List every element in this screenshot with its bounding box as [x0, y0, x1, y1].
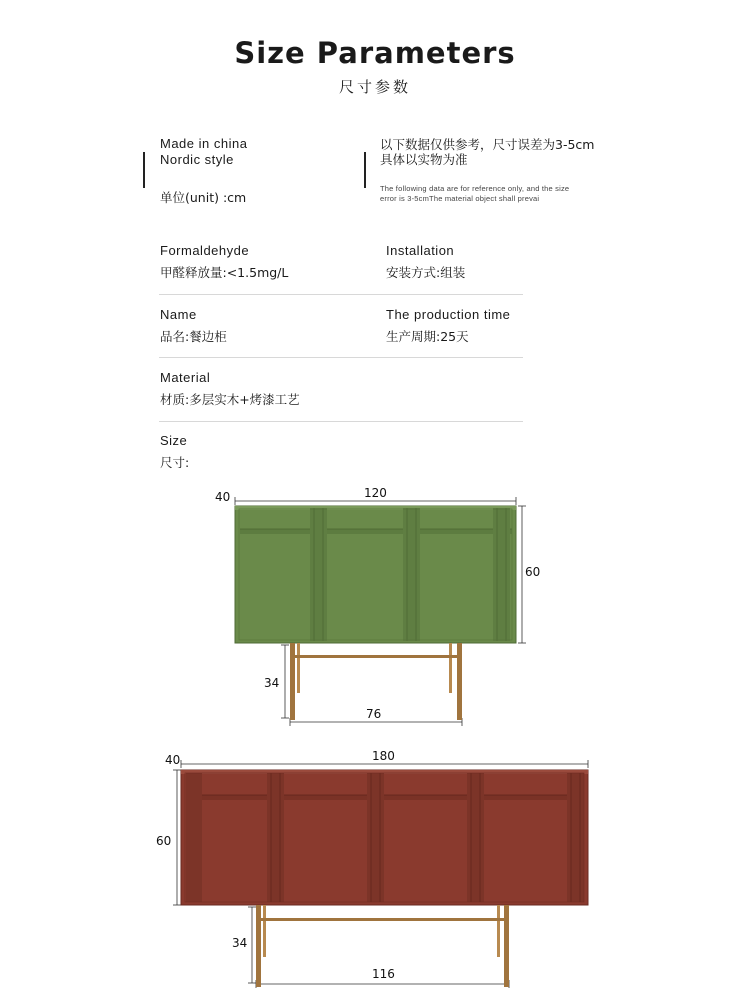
formaldehyde-label: Formaldehyde	[160, 243, 250, 258]
red-cabinet-leg	[504, 905, 509, 987]
green-cabinet-leg-rail	[290, 655, 462, 658]
size-label: Size	[160, 433, 188, 448]
green-leg-height-label: 34	[264, 676, 280, 690]
production-label: The production time	[386, 307, 511, 322]
green-depth-label: 40	[215, 490, 231, 504]
material-value: 材质:多层实木+烤漆工艺	[160, 392, 300, 407]
green-width-label: 120	[364, 486, 387, 500]
red-cabinet-leg-rail	[256, 918, 509, 921]
green-leg-span-label: 76	[366, 707, 382, 721]
page-title: Size Parameters	[234, 36, 516, 70]
actual-object-note-cn: 具体以实物为准	[380, 152, 468, 167]
reference-note-en-2: error is 3-5cmThe material object shall prevai	[380, 194, 540, 203]
red-width-label: 180	[372, 749, 395, 763]
material-label: Material	[160, 370, 211, 385]
name-value: 品名:餐边柜	[160, 329, 227, 344]
red-leg-height-label: 34	[232, 936, 248, 950]
green-cabinet-leg	[290, 643, 295, 720]
red-depth-label: 40	[165, 753, 181, 767]
installation-label: Installation	[386, 243, 455, 258]
unit-text: 单位(unit) :cm	[160, 190, 247, 205]
red-cabinet-leg	[256, 905, 261, 987]
name-label: Name	[160, 307, 197, 322]
green-cabinet-leg	[457, 643, 462, 720]
red-leg-span-label: 116	[372, 967, 395, 981]
reference-note-en-1: The following data are for reference only, and the size	[380, 184, 570, 193]
installation-value: 安装方式:组装	[386, 265, 466, 280]
style-text: Nordic style	[160, 152, 234, 167]
size-value: 尺寸:	[160, 455, 190, 470]
reference-note-cn: 以下数据仅供参考，尺寸误差为3-5cm	[380, 137, 595, 152]
green-height-label: 60	[525, 565, 541, 579]
red-height-label: 60	[156, 834, 172, 848]
red-cabinet-drawing	[173, 760, 588, 988]
red-cabinet-body	[181, 770, 588, 905]
green-cabinet-drawing	[235, 497, 526, 726]
green-cabinet-body	[235, 506, 516, 643]
origin-text: Made in china	[160, 136, 248, 151]
production-value: 生产周期:25天	[386, 329, 469, 344]
page-subtitle: 尺寸参数	[338, 78, 411, 96]
formaldehyde-value: 甲醛释放量:<1.5mg/L	[160, 265, 289, 280]
